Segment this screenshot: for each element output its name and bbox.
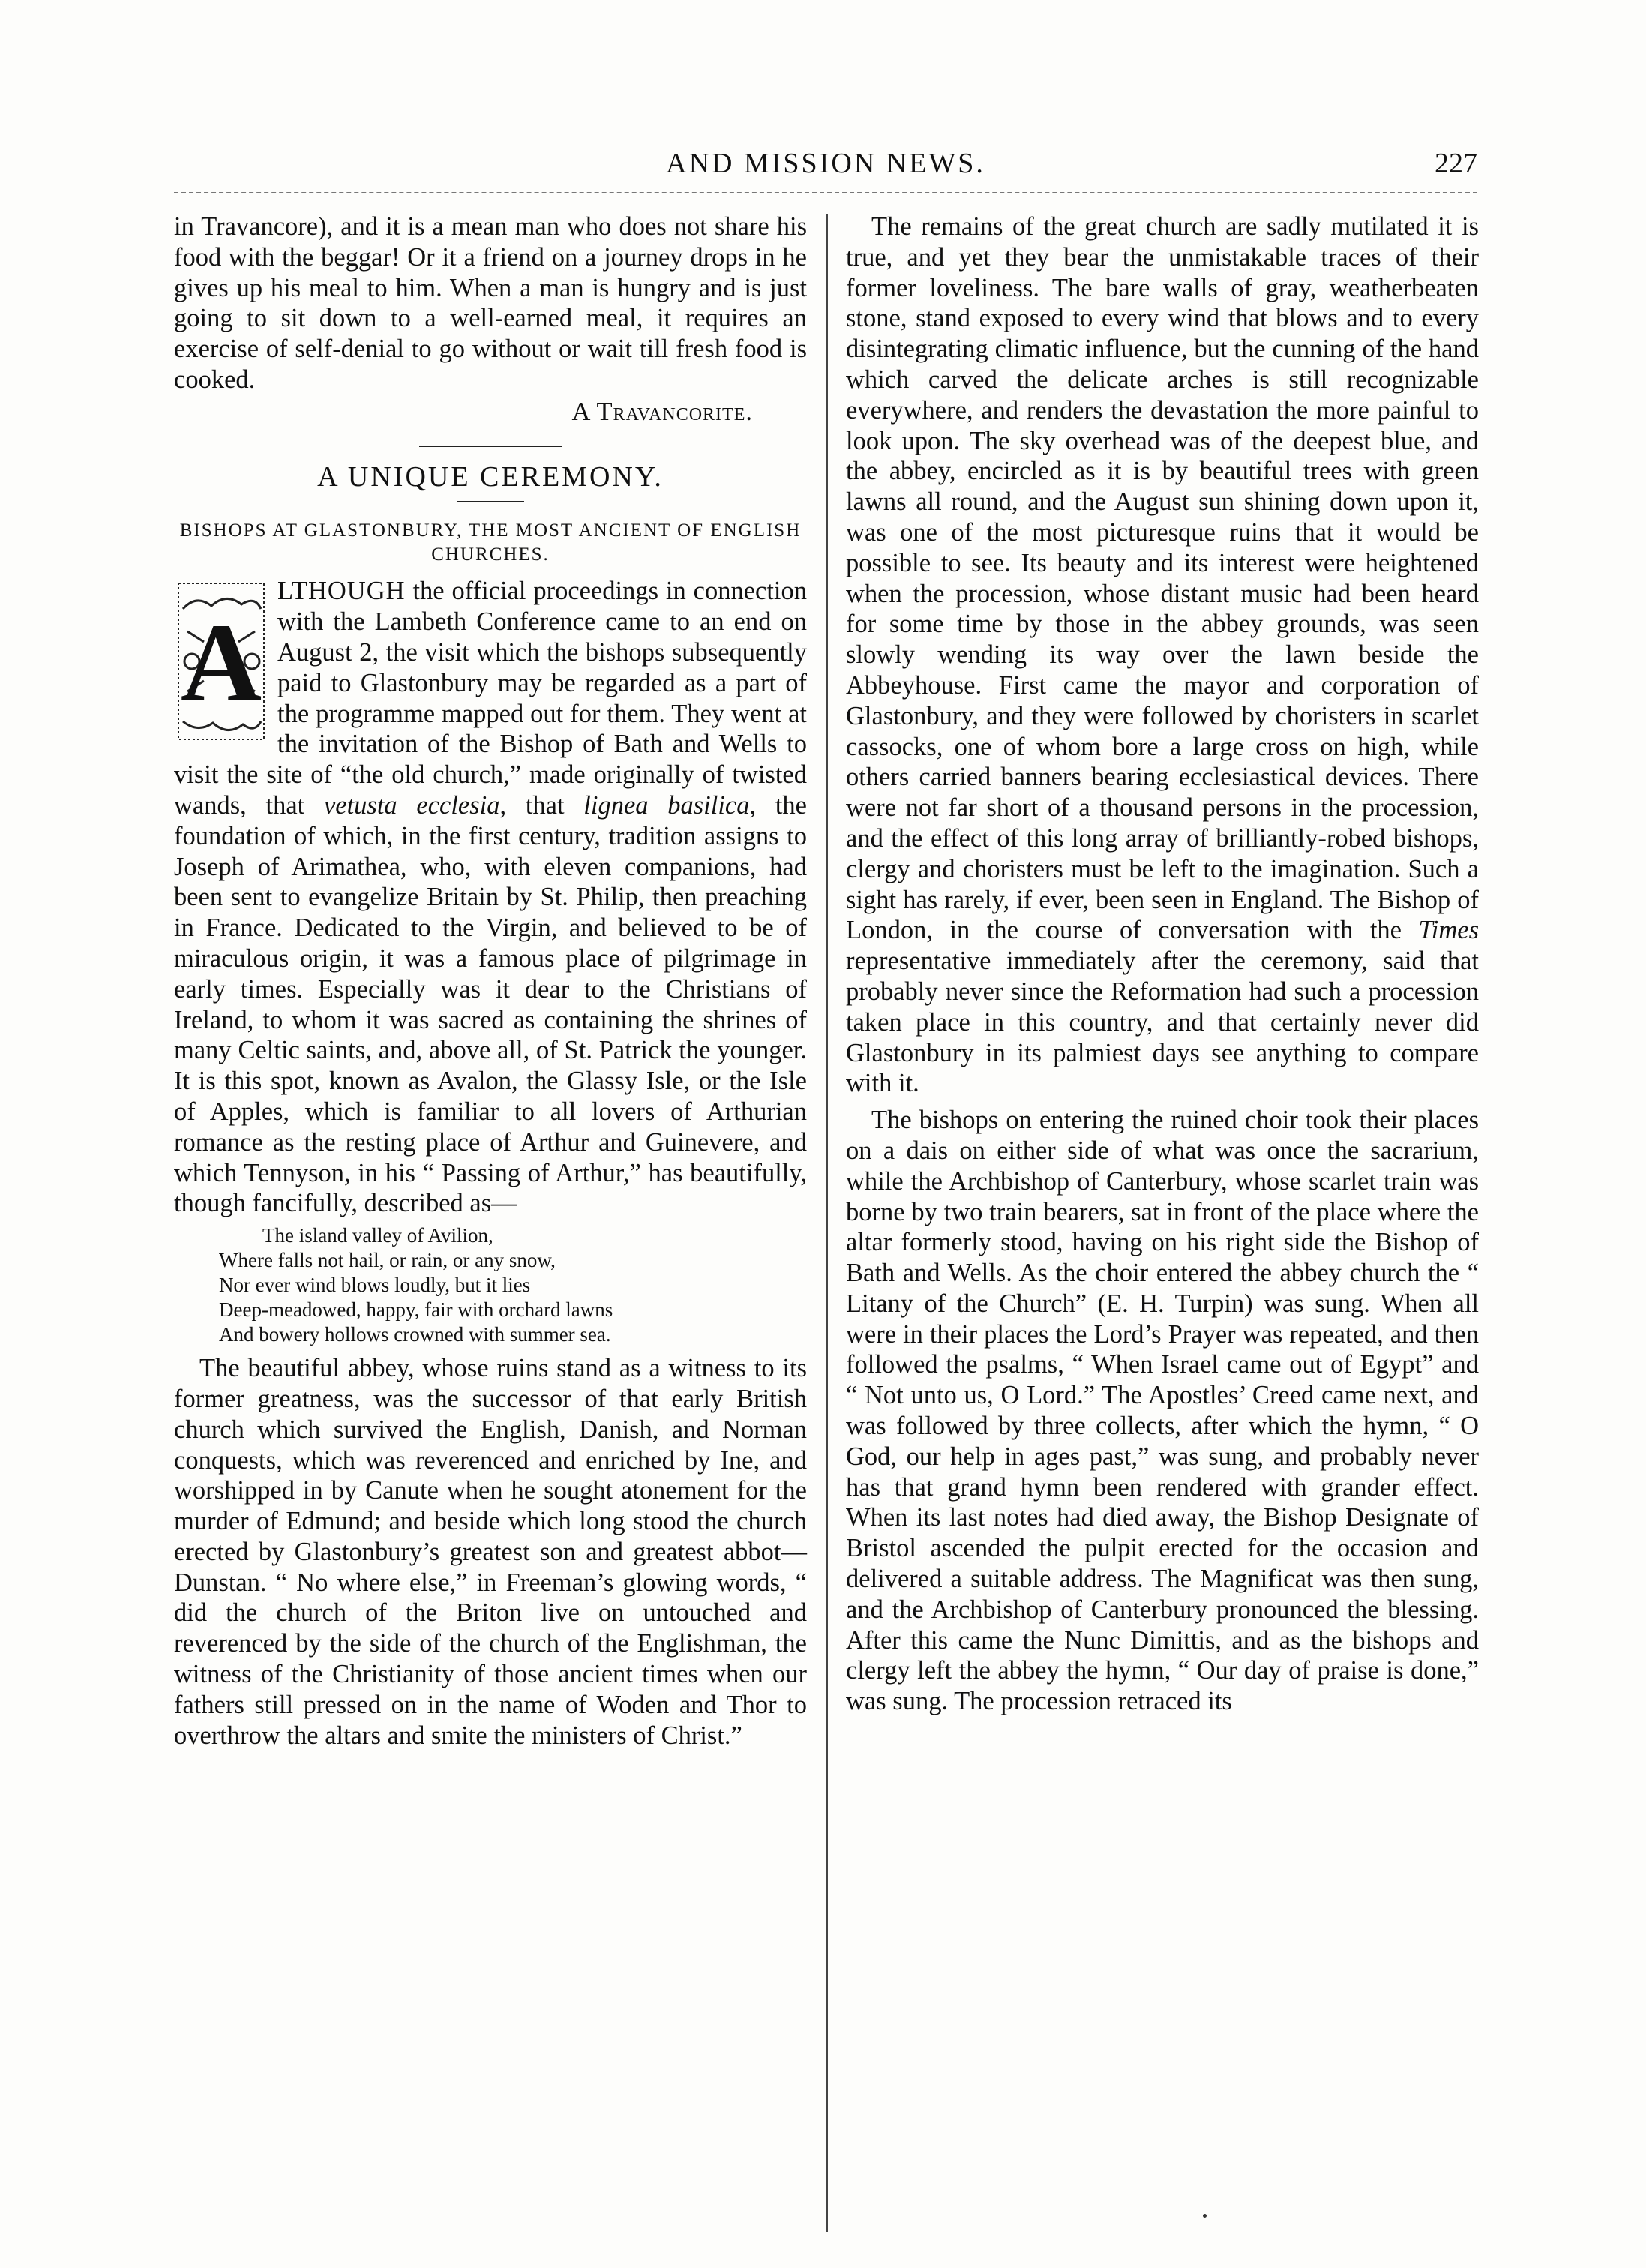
paragraph-2: The beautiful abbey, whose ruins stand as a witness to its former greatness, was the successor of that early British church which survived the English, Danish, and Norman conquests, which was reverenced and enriched by Ine, and worshipped in by Canute when he sought atonement for the murder of Edmund; and beside which long stood the church erected by Glastonbury’s greatest son and greatest abbot—Dunstan. “ No where else,” in Freeman’s glowing words, “ did the church of the Briton live on untouched and reverenced by the side of the church of the Englishman, the witness of the Christianity of those ancient times when our fathers still pressed on in the name of Woden and Thor to overthrow the altars and smite the ministers of Christ.” (174, 1354, 807, 1750)
header-rule (174, 192, 1477, 194)
article-separator-rule (419, 446, 562, 447)
poem-line: Where falls not hail, or rain, or any snow, (219, 1249, 556, 1272)
poem-line: Deep-meadowed, happy, fair with orchard lawns (219, 1298, 613, 1322)
left-column (174, 212, 807, 1750)
paragraph-3 (846, 212, 1479, 1099)
right-column (846, 212, 1479, 1717)
article-title: A UNIQUE CEREMONY. (317, 460, 664, 493)
title-rule (457, 501, 524, 502)
poem-line: Nor ever wind blows loudly, but it lies (219, 1274, 531, 1297)
prev-article-text: in Travancore), and it is a mean man who does not share his food with the beggar! Or it a friend on a journey drops in he gives up his meal to him. When a man is hungry and is just going to sit down to a well-earned meal, it requires an exercise of self-denial to go without or wait till fresh food is cooked. (174, 212, 807, 394)
poem-quotation (219, 1223, 807, 1347)
ornamental-dropcap (174, 579, 268, 744)
poem-line: And bowery hollows crowned with summer sea. (219, 1323, 611, 1346)
print-speck (1203, 2214, 1207, 2218)
page-number: 227 (1435, 148, 1477, 179)
paragraph-1-text-c: , the foundation of which, in the first century, tradition assigns to Joseph of Arimathea, who, with eleven companions, had been sent to evangelize Britain by St. Philip, then preaching in France. Dedicated to the Virgin, and believed to be of miraculous origin, it was a famous place of pilgrimage in early times. Especially was it dear to the Christians of Ireland, to whom it was sacred as containing the shrines of many Celtic saints, and, above all, of St. Patrick the younger. It is this spot, known as Avalon, the Glassy Isle, or the Isle of Apples, which is familiar to all lovers of Arthurian romance as the resting place of Arthur and Guinevere, and which Tennyson, in his “ Passing of Arthur,” has beautifully, though fancifully, described as— (174, 790, 807, 1218)
latin-phrase-2: lignea basilica (583, 790, 750, 820)
paragraph-3-text-b: representative immediately after the ceremony, said that probably never since the Reformation had such a procession taken place in this country, and that certainly never did Glastonbury in its palmiest days see anything to compare with it. (846, 946, 1479, 1098)
prev-article-signature: A Travancorite. (571, 397, 753, 426)
column-divider (826, 214, 828, 2232)
latin-phrase-1: vetusta ecclesia (323, 790, 500, 820)
times-newspaper: Times (1418, 916, 1479, 945)
running-title: AND MISSION NEWS. (666, 148, 985, 179)
paragraph-1 (174, 576, 807, 1219)
dropcap-ornament-icon (174, 579, 268, 744)
running-head (174, 147, 1477, 184)
paragraph-3-text-a: The remains of the great church are sadly mutilated it is true, and yet they bear the unmistakable traces of their former loveliness. The bare walls of gray, weatherbeaten stone, stand exposed to every wind that blows and to every disintegrating climatic influence, but the cunning of the hand which carved the delicate arches is still recognizable everywhere, and renders the devastation the more painful to look upon. The sky overhead was of the deepest blue, and the abbey, encircled as it is by beautiful trees with green lawns all round, and the August sun shining down upon it, was one of the most picturesque ruins that it would be possible to see. Its beauty and its interest were heightened when the procession, whose distant music had been heard for some time by those in the abbey grounds, was seen slowly wending its way over the lawn beside the Abbeyhouse. First came the mayor and corporation of Glastonbury, and they were followed by choristers in scarlet cassocks, one of whom bore a large cross on high, while others carried banners bearing ecclesiastical devices. There were not far short of a thousand persons in the procession, and the effect of this long array of brilliantly-robed bishops, clergy and choristers must be left to the imagination. Such a sight has rarely, if ever, been seen in England. The Bishop of London, in the course of conversation with the (846, 212, 1479, 945)
paragraph-1-text-a: the official proceedings in connection with the Lambeth Conference came to an end on August 2, the visit which the bishops subsequently paid to Glastonbury may be regarded as a part of the programme mapped out for them. They went at the invitation of the Bishop of Bath and Wells to visit the site of “the old church,” made originally of twisted wands, that (174, 577, 807, 820)
lead-word: LTHOUGH (277, 577, 406, 606)
dropcap-letter: A (180, 601, 262, 726)
poem-line: The island valley of Avilion, (262, 1224, 493, 1247)
paragraph-1-text-b: , that (499, 790, 584, 820)
paragraph-4: The bishops on entering the ruined choir took their places on a dais on either side of what was once the sacrarium, while the Archbishop of Canterbury, whose scarlet train was borne by two train bearers, sat in front of the place where the altar formerly stood, having on his right side the Bishop of Bath and Wells. As the choir entered the abbey church the “ Litany of the Church” (E. H. Turpin) was sung. When all were in their places the Lord’s Prayer was repeated, and then followed the psalms, “ When Israel came out of Egypt” and “ Not unto us, O Lord.” The Apostles’ Creed came next, and was followed by three collects, after which the hymn, “ O God, our help in ages past,” was sung, and probably never has that grand hymn been rendered with grander effect. When its last notes had died away, the Bishop Designate of Bristol ascended the pulpit erected for the occasion and delivered a suitable address. The Magnificat was then sung, and the Archbishop of Canterbury pronounced the blessing. After this came the Nunc Dimittis, and as the bishops and clergy left the abbey the hymn, “ Our day of praise is done,” was sung. The procession retraced its (846, 1106, 1479, 1716)
article-subtitle: BISHOPS AT GLASTONBURY, THE MOST ANCIENT OF ENGLISH CHURCHES. (179, 520, 802, 566)
